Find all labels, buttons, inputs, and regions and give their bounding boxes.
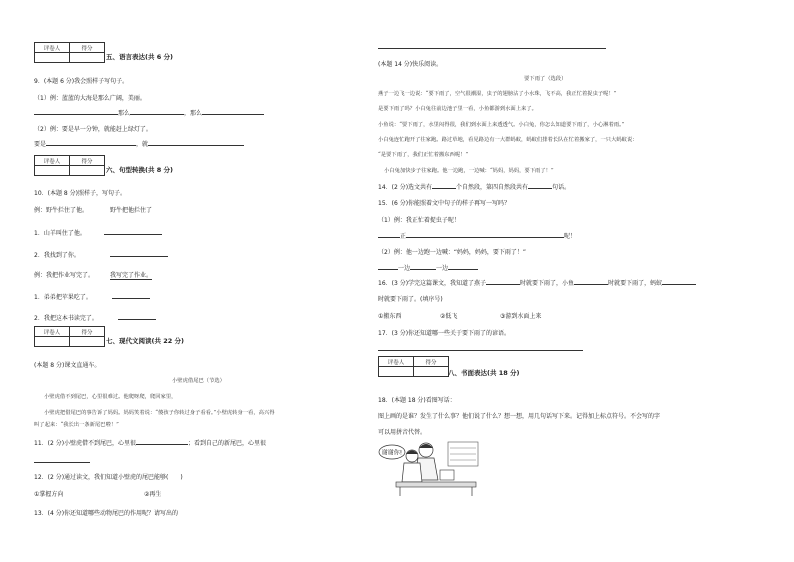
score-label: 得分 (70, 327, 105, 337)
story-paragraph: 叫了起来：“我长出一条新尾巴啦！” (34, 422, 119, 428)
reading-title: (本题 8 分)课文直通车。 (34, 362, 101, 369)
q15-1-answer: 正 呢！ (378, 231, 576, 240)
answer-blank[interactable] (34, 108, 78, 115)
q12-option-b[interactable]: ②再生 (144, 491, 162, 498)
story-paragraph: “是要下雨了，我们正忙着搬东西呢！” (378, 152, 469, 158)
section-6-title: 六、句型转换(共 8 分) (106, 166, 173, 174)
q16-continued: 时就要下雨了。(填序号) (378, 296, 443, 303)
answer-blank[interactable] (110, 250, 168, 257)
answer-blank[interactable] (528, 182, 552, 189)
score-label: 得分 (70, 43, 105, 53)
reviewer-label: 评卷人 (35, 43, 70, 53)
answer-line[interactable] (378, 350, 583, 351)
q15-1-example: （1）例：我正忙着捉虫子呢！ (378, 217, 460, 224)
answer-blank[interactable] (378, 231, 400, 238)
answer-blank[interactable] (486, 278, 520, 285)
answer-blank[interactable] (406, 231, 564, 238)
story-paragraph: 小白兔连忙跑开了往家跑。路过草地，看见路边有一大群蚂蚁，蚂蚁们排着长队在忙着搬家了，一只大蚂蚁说： (378, 137, 638, 143)
section-5-title: 五、语言表达(共 6 分) (106, 53, 173, 61)
answer-blank[interactable] (118, 313, 156, 320)
q10-item-3: 1．弟弟把苹果吃了。 (34, 292, 150, 301)
score-table-8 (378, 356, 449, 377)
answer-blank[interactable] (130, 108, 184, 115)
q10-item-1: 1．山羊叫住了他。 (34, 228, 162, 237)
score-cell[interactable] (70, 337, 105, 347)
story-paragraph: 小鱼说：“要下雨了，水里闷得很，我们到水面上来透透气。小白兔，你怎么知道要下雨了，小心淋着雨。” (378, 122, 625, 128)
q10-example: 例：野牛拦住了他。 (34, 207, 89, 214)
answer-blank[interactable] (46, 139, 136, 146)
answer-blank[interactable] (574, 278, 608, 285)
reviewer-cell[interactable] (35, 337, 70, 347)
reviewer-cell[interactable] (379, 367, 414, 377)
score-table-7 (34, 326, 105, 347)
answer-blank[interactable] (202, 108, 264, 115)
q15: 15．(6 分)你能照着文中句子的样子再写一写吗？ (378, 200, 511, 207)
score-table-5 (34, 42, 105, 63)
illustration-image (378, 436, 488, 498)
answer-blank[interactable] (136, 438, 188, 445)
story-paragraph: 小壁虎借不到尾巴，心里很难过。他爬呀爬，爬回家里， (44, 394, 177, 400)
reviewer-label: 评卷人 (35, 156, 70, 166)
section-8-title: 八、书面表达(共 18 分) (448, 369, 520, 377)
score-table-6 (34, 155, 105, 176)
answer-blank[interactable] (148, 139, 244, 146)
answer-blank[interactable] (78, 108, 118, 115)
q18-title: 18．(本题 18 分)看图写话： (378, 397, 456, 404)
story-paragraph: 是要下雨了吗？小白兔往前边池子里一看，小鱼都游到水面上来了。 (378, 106, 537, 112)
q10-title: 10．(本题 8 分)照样子，写句子。 (34, 190, 126, 197)
score-label: 得分 (414, 357, 449, 367)
q17: 17．(3 分)你还知道哪一些关于要下雨了的谚语。 (378, 330, 511, 337)
answer-blank[interactable] (410, 263, 436, 270)
q11: 11．(2 分)小壁虎借不到尾巴，心里很 ；看到自己的新尾巴，心里很 (34, 440, 267, 447)
q10-example-answer: 野牛把他拦住了 (110, 207, 153, 214)
q9-1-example: （1）例：蓝蓝的大海是那么广阔，美丽。 (34, 95, 146, 102)
q16-option-1: ①搬东西 (378, 313, 402, 320)
q11-continued (34, 456, 90, 465)
q15-2-answer: 一边 一边 (378, 263, 478, 272)
answer-line[interactable] (378, 48, 606, 49)
fast-reading-title: (本题 14 分)快乐阅读。 (378, 61, 443, 68)
q16-option-2: ②低飞 (440, 313, 458, 320)
reviewer-cell[interactable] (35, 166, 70, 176)
story-title: 要下雨了（选段） (524, 76, 567, 82)
q16: 16．(3 分)学完这篇课文，我知道了燕子 时就要下雨了，小鱼 时就要下雨了，蚂蚁 (378, 278, 696, 287)
answer-blank[interactable] (432, 182, 456, 189)
score-cell[interactable] (70, 166, 105, 176)
q15-2-example: （2）例：他一边跑一边喊：“妈妈，妈妈，要下雨了！” (378, 249, 527, 256)
story-paragraph: 小白兔加快步子往家跑。他一边跑，一边喊：“妈妈，妈妈，要下雨了！” (384, 168, 554, 174)
story-paragraph: 小壁虎把借尾巴的事告诉了妈妈。妈妈笑着说：“傻孩子你转过身子看看。”小壁虎转身一看，高兴得 (44, 410, 275, 416)
section-7-title: 七、现代文阅读(共 22 分) (106, 337, 185, 345)
q10-example-2: 例：我把作业写完了。 (34, 272, 95, 279)
q9-title: 9．(本题 6 分)我会照样子写句子。 (34, 78, 129, 85)
q13: 13．(4 分)你还知道哪些动物尾巴的作用呢？请写出的 (34, 510, 179, 517)
q10-item-2: 2．我找到了你。 (34, 250, 168, 259)
story-paragraph: 燕子一边飞一边说：“要下雨了，空气很潮湿，虫子的翅膀沾了小水珠，飞不高，我正忙着捉虫子呢！” (378, 91, 617, 97)
q9-1-answer: 那么 ，那么 (34, 108, 264, 117)
q10-item-4: 2．我把这本书读完了。 (34, 313, 156, 322)
reviewer-label: 评卷人 (35, 327, 70, 337)
answer-blank[interactable] (448, 263, 478, 270)
answer-blank[interactable] (662, 278, 696, 285)
q14: 14．(2 分)选文共有 个自然段，第四自然段共有 句话。 (378, 184, 571, 191)
q10-example-2-answer: 我写完了作业。 (110, 272, 153, 279)
q9-2-example: （2）例：要是早一分钟，就能赶上绿灯了。 (34, 126, 152, 133)
reviewer-cell[interactable] (35, 53, 70, 63)
q16-option-3: ③游到水面上来 (500, 313, 542, 320)
reviewer-label: 评卷人 (379, 357, 414, 367)
score-label: 得分 (70, 156, 105, 166)
speech-bubble-text: 谢谢你! (381, 449, 403, 457)
score-cell[interactable] (414, 367, 449, 377)
answer-blank[interactable] (34, 456, 90, 463)
q18-instruction: 图上画的是谁？发生了什么事？他们说了什么？想一想，用几句话写下来。记得加上标点符号。不会写的字 (378, 413, 661, 420)
q12: 12．(2 分)通过读文，我们知道小壁虎的尾巴能够( ) (34, 474, 183, 481)
q12-option-a[interactable]: ①掌握方向 (34, 491, 64, 498)
answer-blank[interactable] (104, 228, 162, 235)
story-title: 小壁虎借尾巴（节选） (172, 378, 225, 384)
q18-instruction-2: 可以用拼音代替。 (378, 429, 427, 436)
answer-blank[interactable] (378, 263, 398, 270)
score-cell[interactable] (70, 53, 105, 63)
answer-blank[interactable] (112, 292, 150, 299)
q9-2-answer: 要是 ，就 (34, 139, 244, 148)
